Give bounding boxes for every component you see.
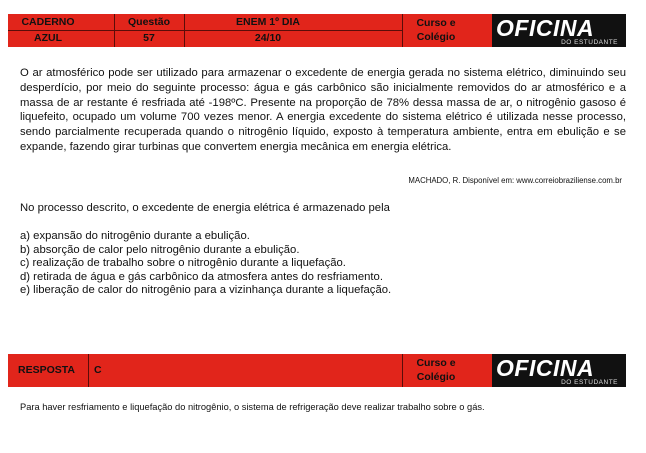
- oficina-logo: [486, 14, 626, 47]
- option-a: a) expansão do nitrogênio durante a ebulição.: [20, 230, 250, 242]
- option-e: e) liberação de calor do nitrogênio para a vizinhança durante a liquefação.: [20, 284, 392, 297]
- colegio-line: Colégio: [416, 371, 456, 383]
- colegio-line: Colégio: [416, 31, 456, 43]
- logo-stripe: [486, 14, 492, 47]
- caderno-value: AZUL: [34, 32, 62, 44]
- questao-value: 57: [143, 32, 155, 44]
- resposta-label: RESPOSTA: [18, 364, 75, 376]
- option-c: c) realização de trabalho sobre o nitrogênio durante a liquefação.: [20, 257, 346, 270]
- header-separator: [184, 14, 185, 47]
- passage-text: O ar atmosférico pode ser utilizado para armazenar o excedente de energia gerada no sistema elétrico, diminuindo seu desperdício, por meio do seguinte processo: água e gás carbônico são inicialmente removidos do ar atmosférico e a massa de ar restante é resfriada até -198ºC. Presente na proporção de 78% dessa massa de ar, o nitrogênio gasoso é liquefeito, ocupado um volume 700 vezes menor. A energia excedente do sistema elétrico é utilizada nesse processo, sendo parcialmente recuperada quando o nitrogênio líquido, exposto à temperatura ambiente, entra em ebulição e se expande, fazendo girar turbinas que convertem energia mecânica em energia elétrica.: [20, 67, 626, 153]
- caderno-label: CADERNO: [21, 16, 75, 28]
- option-d: d) retirada de água e gás carbônico da atmosfera antes do resfriamento.: [20, 270, 383, 283]
- curso-line: Curso e: [416, 357, 456, 369]
- logo-stripe: [486, 354, 492, 387]
- header-separator: [88, 354, 89, 387]
- question-header-bar: [8, 14, 626, 47]
- oficina-logo: [486, 354, 626, 387]
- answer-explanation: Para haver resfriamento e liquefação do nitrogênio, o sistema de refrigeração deve realizar trabalho sobre o gás.: [20, 402, 485, 412]
- curso-colegio-label: [402, 16, 470, 45]
- source-citation: MACHADO, R. Disponível em: www.correiobraziliense.com.br: [408, 176, 622, 185]
- questao-label: Questão: [127, 16, 170, 28]
- curso-line: Curso e: [416, 17, 456, 29]
- logo-wordmark: OFICINA: [496, 15, 595, 41]
- enem-date-value: 24/10: [254, 32, 282, 44]
- logo-wordmark: OFICINA: [496, 355, 595, 381]
- resposta-value: C: [94, 364, 102, 376]
- enem-day-label: ENEM 1º DIA: [236, 16, 300, 28]
- answer-header-bar: [8, 354, 626, 387]
- answer-options: [20, 230, 391, 298]
- logo-subtext: DO ESTUDANTE: [561, 379, 618, 386]
- logo-subtext: DO ESTUDANTE: [561, 39, 618, 46]
- option-b: b) absorção de calor pelo nitrogênio durante a ebulição.: [20, 243, 300, 256]
- curso-colegio-label: [402, 356, 470, 385]
- header-divider: [8, 30, 402, 31]
- question-prompt: No processo descrito, o excedente de energia elétrica é armazenado pela: [20, 202, 390, 214]
